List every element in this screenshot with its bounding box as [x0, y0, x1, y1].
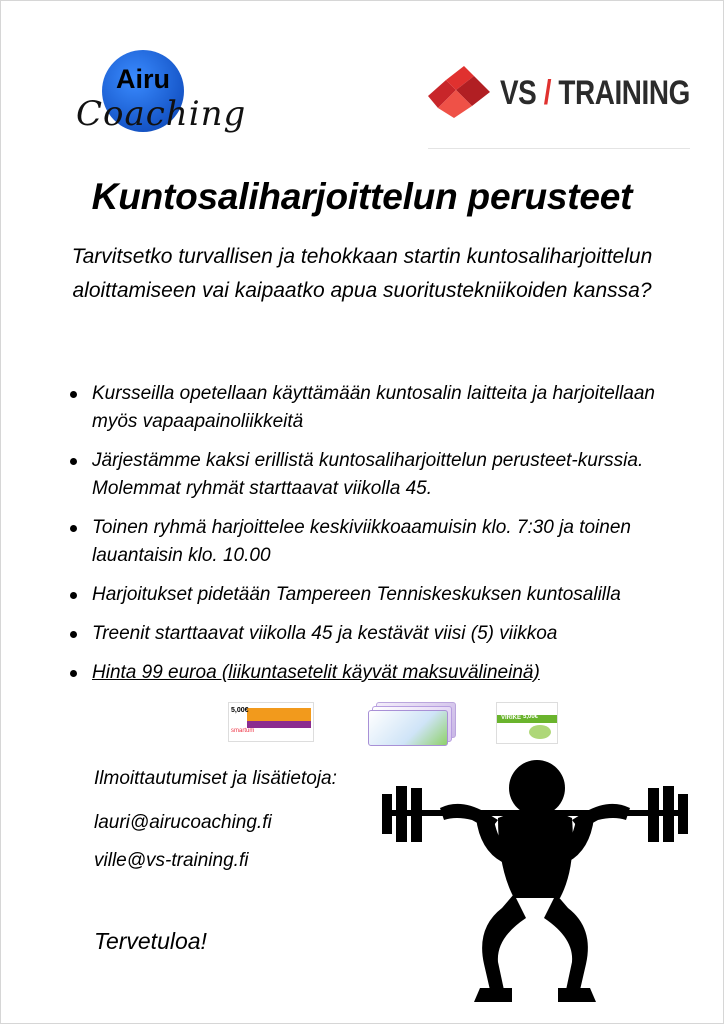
voucher-amount: 5,00€	[231, 707, 249, 714]
airu-logo-script: Coaching	[76, 94, 247, 134]
airu-coaching-logo	[76, 50, 247, 140]
email-ville-link[interactable]: ville@vs-training.fi	[94, 850, 249, 871]
bullet-dot-icon	[70, 670, 77, 677]
voucher-label: smartum	[231, 728, 255, 734]
virike-voucher-image	[496, 702, 558, 744]
header-divider	[428, 148, 690, 149]
bullet-text: Järjestämme kaksi erillistä kuntosaliharjoittelun perusteet-kurssia. Molemmat ryhmät starttaavat viikolla 45.	[92, 450, 644, 499]
email-lauri-link[interactable]: lauri@airucoaching.fi	[94, 812, 272, 833]
smartum-voucher-image	[228, 702, 314, 742]
contact-heading: Ilmoittautumiset ja lisätietoja:	[94, 768, 337, 789]
bullet-dot-icon	[70, 458, 77, 465]
weightlifter-silhouette-icon	[380, 758, 690, 1008]
bullet-item	[70, 380, 690, 436]
airu-logo-word: Airu	[116, 64, 170, 94]
bullet-dot-icon	[70, 391, 77, 398]
vs-name: TRAINING	[558, 74, 690, 112]
voucher-amount: 5,00€	[523, 714, 539, 720]
welcome-text: Tervetuloa!	[94, 928, 207, 954]
bullet-item	[70, 581, 690, 609]
bullet-dot-icon	[70, 525, 77, 532]
page-title: Kuntosaliharjoittelun perusteet	[91, 176, 633, 217]
vs-training-logo	[428, 66, 690, 118]
bullet-item	[70, 620, 690, 648]
vs-training-wordmark	[500, 74, 690, 113]
bullet-text: Harjoitukset pidetään Tampereen Tenniskeskuksen kuntosalilla	[92, 584, 621, 605]
vs-training-mark-icon	[428, 66, 498, 118]
bullet-text: Kursseilla opetellaan käyttämään kuntosalin laitteita ja harjoitellaan myös vapaapainoliikkeitä	[92, 383, 655, 432]
bullet-dot-icon	[70, 631, 77, 638]
bullet-item	[70, 514, 690, 570]
price-text: Hinta 99 euroa (liikuntasetelit käyvät maksuvälineinä)	[92, 662, 540, 683]
bullet-text: Treenit starttaavat viikolla 45 ja kestävät viisi (5) viikkoa	[92, 623, 558, 644]
intro-text: Tarvitsetko turvallisen ja tehokkaan startin kuntosaliharjoittelun aloittamiseen vai kaipaatko apua suoritustekniikoiden kanssa?	[71, 245, 653, 302]
vs-slash: /	[543, 74, 552, 112]
epassi-voucher-image	[368, 702, 454, 746]
info-bullet-list	[70, 380, 690, 698]
bullet-item	[70, 447, 690, 503]
vs-prefix: VS	[500, 74, 537, 112]
bullet-item-price	[70, 659, 690, 687]
bullet-dot-icon	[70, 592, 77, 599]
voucher-word: VIRIKE	[501, 715, 522, 721]
bullet-text: Toinen ryhmä harjoittelee keskiviikkoaamuisin klo. 7:30 ja toinen lauantaisin klo. 10.00	[92, 517, 631, 566]
